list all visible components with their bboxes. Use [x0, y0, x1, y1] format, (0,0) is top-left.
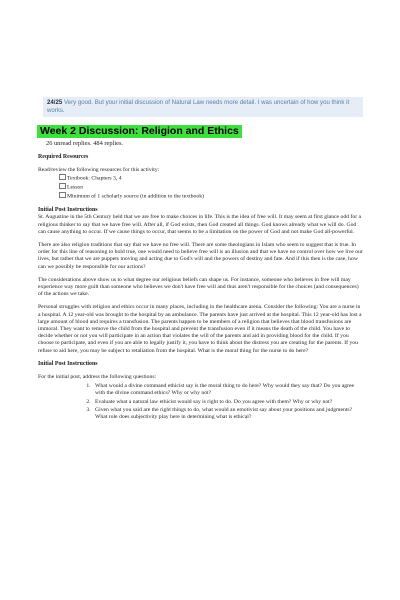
- required-resources-heading: Required Resources: [38, 154, 89, 160]
- discussion-content: [38, 154, 364, 422]
- resource-item: Lesson: [59, 183, 364, 192]
- initial-post-heading: Initial Post Instructions: [38, 360, 98, 367]
- question-item: 3. Given what you said are the right things to do, what would an emotivist say about your positions and judgments? What role does subjectivity play here in determining what is ethical?: [92, 407, 364, 421]
- resource-item: Minimum of 1 scholarly source (in addition to the textbook): [59, 192, 364, 201]
- paragraph: There are also religion traditions that say that we have no free will. There are some theologians in Islam who seem to suggest that is true. In order for this line of reasoning to hold true, one would need to believe free will is an illusion and that we have no control over how we live our lives, but rather that we are puppets moving and acting due to God's will and the powers of destiny and fate. And if this then is the case, how can we possibly be responsible for our actions?: [38, 241, 363, 270]
- paragraph: Personal struggles with religion and ethics occur in many places, including in the healthcare arena. Consider the following: You are a nurse in a hospital. A 12 year-old was brought to the hospital by an ambulance. The parents have just arrived at the hospital. This 12 year-old has lost a large amount of blood and requires a transfusion. The parents happen to be members of a religion that believes that blood transfusions are immoral. They want to remove the child from the hospital and prevent the transfusion even if it means the death of the child. You have to decide whether or not you will participate in an action that violates the will of the parents and aid in providing blood for the child. If you choose to participate, and even if you are able to legally justify it, you have to think about the distress you are creating for the parents. If you refuse to aid here, you may be subject to retaliation from the hospital. What is the moral thing for the nurse to do here?: [38, 304, 362, 354]
- question-item: 1. What would a divine command ethicist say is the moral thing to do here? Why would they say that? Do you agree with the divine command ethics? Why or why not?: [92, 383, 364, 397]
- total-replies[interactable]: 484 replies.: [93, 140, 124, 147]
- resources-list: [38, 174, 364, 201]
- paragraph: The considerations above show us to what degree our religious beliefs can shape us. For instance, someone who believes in free will may experience way more guilt than someone who believes we don't have free will and thus aren't responsible for the choices (and consequences) of the actions we take.: [38, 276, 359, 298]
- page-title: Week 2 Discussion: Religion and Ethics: [37, 125, 242, 138]
- paragraph: St. Augustine in the 5th Century held that we are free to make choices in life. This is the idea of free will. It may seem at first glance odd for a religious thinker to say that we have free will. After all, if God exists, then God created all things. God knows already what we will do. God can cause anything to occur. If we cause things to occur, that seems to be a limitation on the power of God and not make God all-powerful.: [38, 214, 362, 235]
- grade-score: 24/25: [47, 99, 63, 106]
- initial-post-heading: Initial Post Instructions: [38, 207, 98, 214]
- questions-intro: For the initial post, address the following questions:: [38, 373, 157, 380]
- checkbox-icon: [59, 183, 66, 189]
- grade-feedback: [43, 97, 363, 117]
- checkbox-icon: [59, 174, 66, 180]
- resources-intro: Read/review the following resources for this activity:: [38, 167, 160, 174]
- reply-counts: [46, 140, 123, 148]
- questions-list: [38, 383, 364, 421]
- question-item: 2. Evaluate what a natural law ethicist would say is right to do. Do you agree with them? Why or why not?: [92, 399, 364, 406]
- resource-item: Textbook: Chapters 3, 4: [59, 174, 364, 183]
- checkbox-icon: [59, 192, 66, 198]
- grade-comment: Very good. But your initial discussion of Natural Law needs more detail. I was uncertain of how you think it works.: [47, 99, 350, 114]
- unread-replies[interactable]: 26 unread replies.: [46, 140, 92, 147]
